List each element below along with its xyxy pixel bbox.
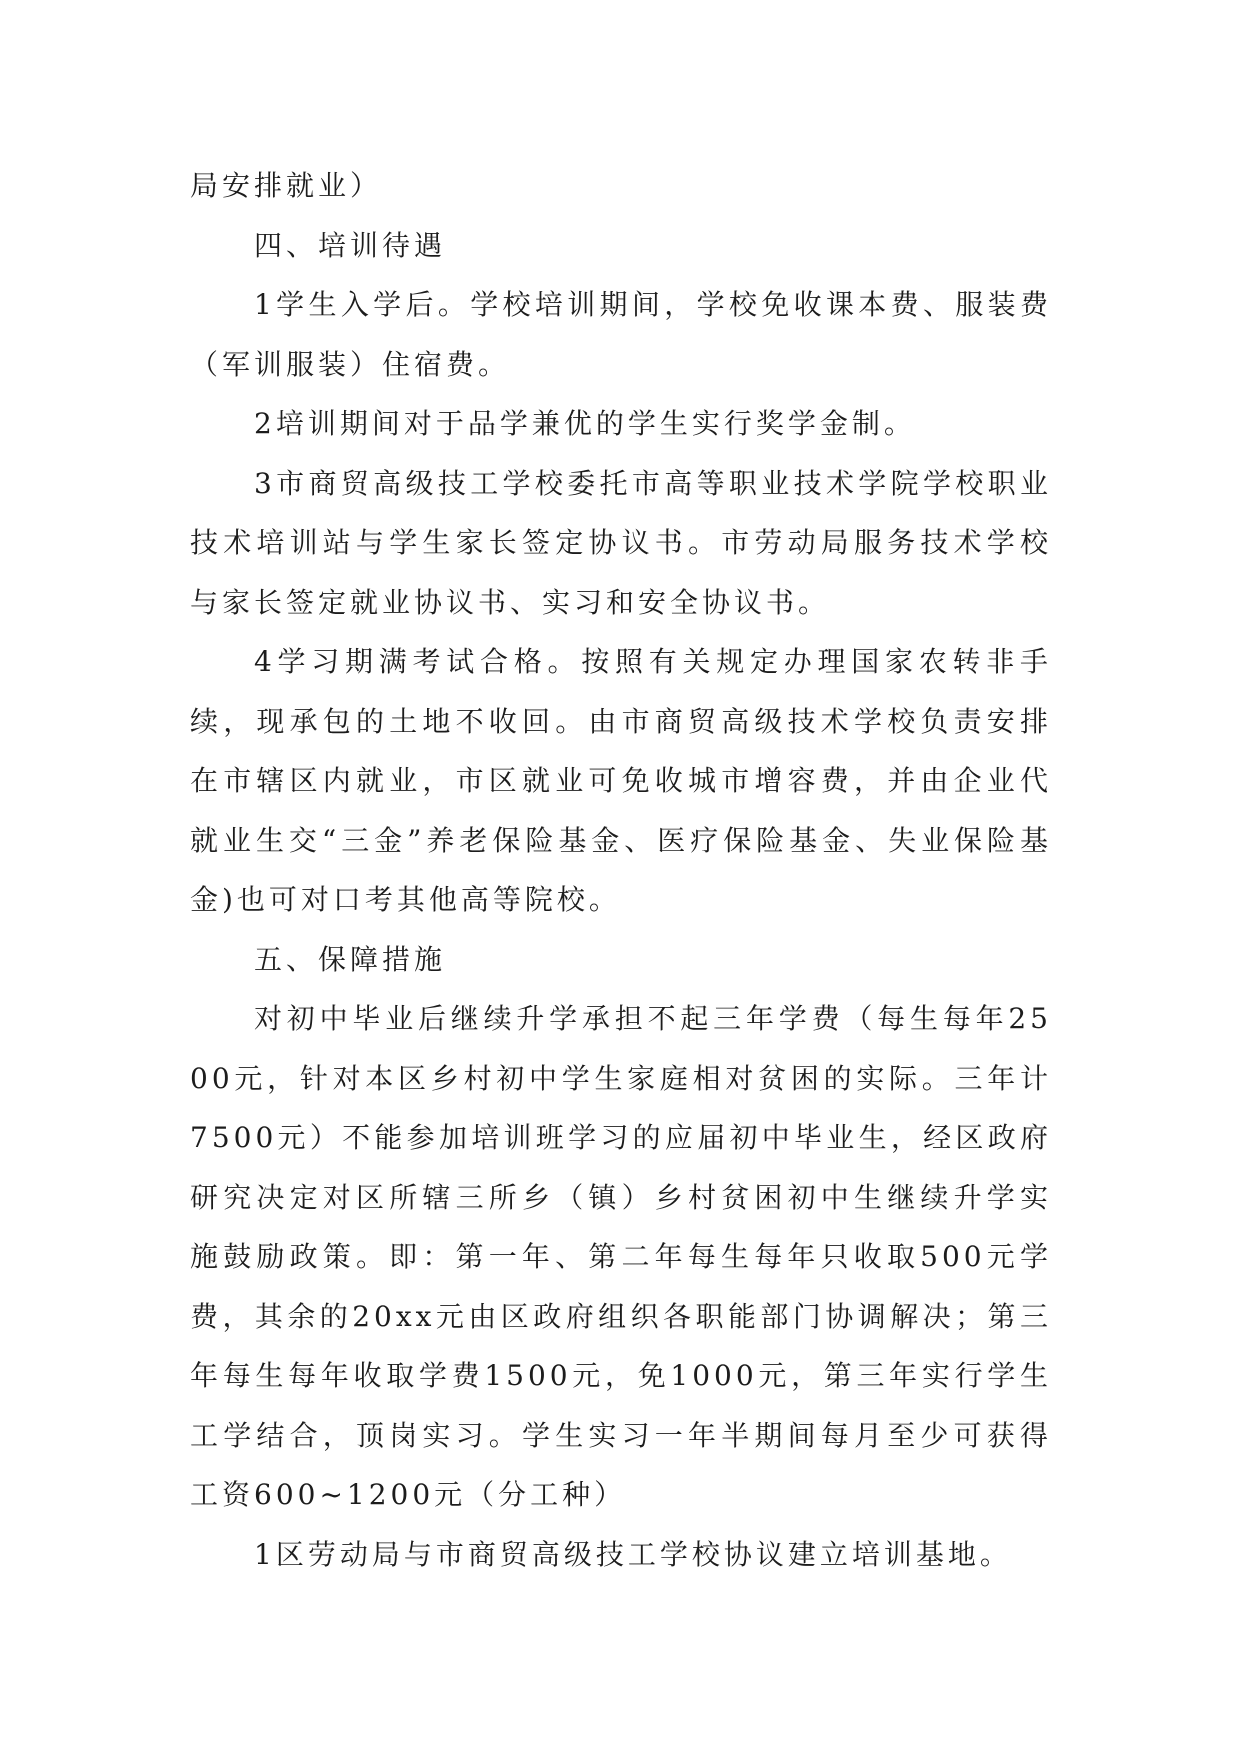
paragraph-safeguard-1: 1区劳动局与市商贸高级技工学校协议建立培训基地。 (254, 1537, 1012, 1571)
paragraph-continuation: 局安排就业） (190, 169, 383, 202)
section-heading-training-benefits: 四、培训待遇 (254, 228, 447, 262)
document-body (190, 156, 1052, 1584)
paragraph-benefit-1: 1学生入学后。学校培训期间，学校免收课本费、服装费（军训服装）住宿费。 (190, 288, 1052, 381)
paragraph-benefit-3: 3市商贸高级技工学校委托市高等职业技术学院学校职业技术培训站与学生家长签定协议书。市劳动局服务技术学校与家长签定就业协议书、实习和安全协议书。 (190, 466, 1052, 619)
paragraph-benefit-4: 4学习期满考试合格。按照有关规定办理国家农转非手续，现承包的土地不收回。由市商贸高级技术学校负责安排在市辖区内就业，市区就业可免收城市增容费，并由企业代就业生交“三金”养老保险基金、医疗保险基金、失业保险基金)也可对口考其他高等院校。 (190, 645, 1052, 916)
paragraph-benefit-2: 2培训期间对于品学兼优的学生实行奖学金制。 (254, 407, 916, 440)
paragraph-safeguards-policy: 对初中毕业后继续升学承担不起三年学费（每生每年2500元，针对本区乡村初中学生家庭相对贫困的实际。三年计7500元）不能参加培训班学习的应届初中毕业生，经区政府研究决定对区所辖三所乡（镇）乡村贫困初中生继续升学实施鼓励政策。即：第一年、第二年每生每年只收取500元学费，其余的20xx元由区政府组织各职能部门协调解决；第三年每生每年收取学费1500元，免1000元，第三年实行学生工学结合，顶岗实习。学生实习一年半期间每月至少可获得工资600~1200元（分工种） (190, 1002, 1052, 1511)
section-heading-safeguards: 五、保障措施 (254, 942, 447, 976)
